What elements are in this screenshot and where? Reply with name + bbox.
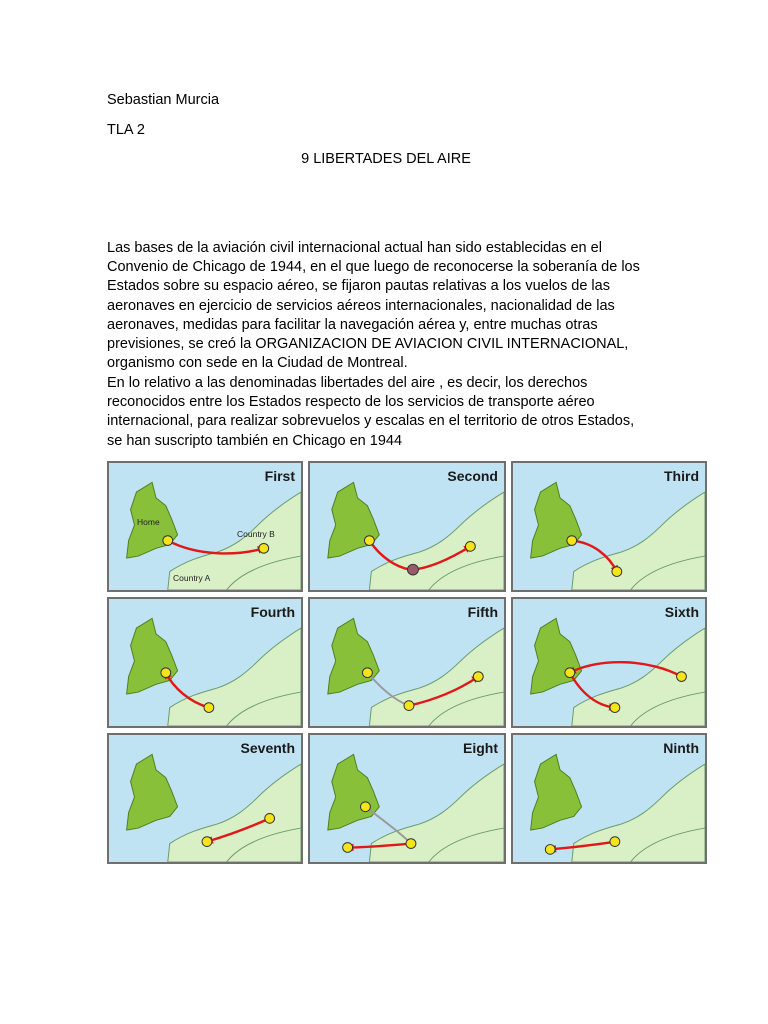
home-country-shape	[531, 618, 582, 694]
text-line: previsiones, se creó la ORGANIZACION DE AVIACION CIVIL INTERNACIONAL,	[107, 336, 629, 353]
foreign-land	[572, 764, 705, 862]
airport-marker	[473, 672, 483, 682]
home-country-shape	[531, 754, 582, 830]
course-code: TLA 2	[107, 122, 145, 138]
freedom-panel-6	[511, 597, 707, 728]
airport-marker	[404, 701, 414, 711]
airport-marker	[259, 543, 269, 553]
airport-marker	[610, 703, 620, 713]
freedom-label: Fifth	[467, 604, 498, 620]
home-country-shape	[127, 618, 178, 694]
freedom-panel-7	[107, 733, 303, 864]
home-country-shape	[328, 618, 379, 694]
text-line: se han suscripto también en Chicago en 1944	[107, 432, 403, 449]
airport-marker	[545, 845, 555, 855]
freedom-label: First	[264, 468, 295, 484]
author-name: Sebastian Murcia	[107, 92, 220, 108]
home-country-shape	[531, 482, 582, 558]
airport-marker	[465, 542, 475, 552]
foreign-land	[369, 764, 504, 862]
text-line: aeronaves, medidas para facilitar la navegación aérea y, entre muchas otras	[107, 316, 598, 333]
freedoms-of-air-figure	[107, 461, 707, 864]
text-line: internacional, para realizar sobrevuelos y escalas en el territorio de otros Estados,	[107, 413, 635, 430]
airport-marker	[677, 672, 687, 682]
freedom-panel-8	[308, 733, 506, 864]
text-line: Convenio de Chicago de 1944, en el que luego de reconocerse la soberanía de los	[107, 259, 640, 276]
airport-marker	[565, 668, 575, 678]
home-country-shape	[328, 482, 379, 558]
freedom-panel-2	[308, 461, 506, 592]
text-line: Estados sobre su espacio aéreo, se fijaron pautas relativas a los vuelos de las	[107, 278, 610, 295]
airport-marker	[163, 536, 173, 546]
airport-marker	[360, 802, 370, 812]
freedom-label: Eight	[463, 740, 498, 756]
freedom-label: Fourth	[250, 604, 295, 620]
text-line: En lo relativo a las denominadas libertades del aire , es decir, los derechos	[107, 375, 588, 391]
airport-marker	[343, 843, 353, 853]
freedom-label: Second	[447, 468, 498, 484]
text-line: aeronaves en ejercicio de servicios aéreos internacionales, nacionalidad de las	[107, 297, 615, 314]
overflight-marker	[407, 564, 418, 575]
freedom-panel-4	[107, 597, 303, 728]
foreign-land	[572, 492, 705, 590]
foreign-land	[168, 628, 301, 726]
country-a-label: Country A	[173, 573, 211, 583]
text-line: Las bases de la aviación civil internacional actual han sido establecidas en el	[107, 240, 602, 256]
foreign-land	[369, 492, 504, 590]
country-b-label: Country B	[237, 529, 275, 539]
freedom-panel-9	[511, 733, 707, 864]
freedom-label: Seventh	[240, 740, 295, 756]
home-country-shape	[328, 754, 379, 830]
airport-marker	[406, 839, 416, 849]
airport-marker	[612, 567, 622, 577]
text-line: reconocidos entre los Estados respecto de los servicios de transporte aéreo	[107, 394, 595, 411]
airport-marker	[202, 837, 212, 847]
home-country-label: Home	[137, 517, 160, 527]
freedom-panel-1	[107, 461, 303, 592]
airport-marker	[161, 668, 171, 678]
document-title: 9 LIBERTADES DEL AIRE	[301, 151, 471, 167]
freedom-label: Sixth	[664, 604, 699, 620]
freedom-panel-5	[308, 597, 506, 728]
freedom-label: Ninth	[663, 740, 699, 756]
paragraph-chicago-convention	[107, 239, 667, 373]
airport-marker	[610, 837, 620, 847]
airport-marker	[204, 703, 214, 713]
airport-marker	[567, 536, 577, 546]
freedom-label: Third	[664, 468, 699, 484]
airport-marker	[364, 536, 374, 546]
home-country-shape	[127, 754, 178, 830]
foreign-land	[369, 628, 504, 726]
paragraph-freedoms-of-air	[107, 374, 667, 451]
foreign-land	[168, 764, 301, 862]
freedom-panel-3	[511, 461, 707, 592]
airport-marker	[265, 814, 275, 824]
airport-marker	[362, 668, 372, 678]
text-line: organismo con sede en la Ciudad de Montreal.	[107, 355, 408, 372]
